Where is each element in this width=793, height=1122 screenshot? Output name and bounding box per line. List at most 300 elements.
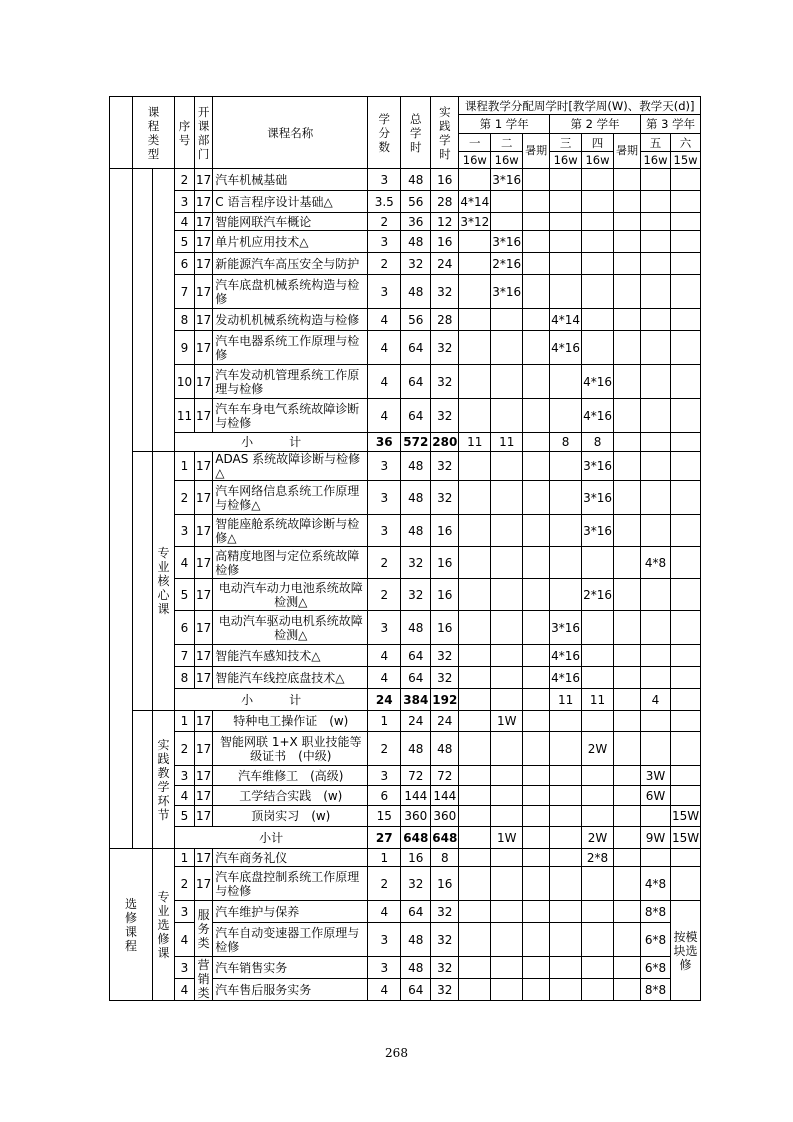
semester-hours-cell bbox=[550, 231, 582, 253]
semester-hours-cell bbox=[550, 515, 582, 547]
seq-cell: 2 bbox=[175, 867, 195, 901]
dept-cell: 17 bbox=[195, 515, 213, 547]
semester-hours-cell bbox=[613, 957, 640, 979]
course-name-cell: 汽车销售实务 bbox=[213, 957, 368, 979]
semester-hours-cell bbox=[523, 253, 550, 275]
semester-hours-cell bbox=[459, 275, 491, 309]
semester-hours-cell: 4*14 bbox=[550, 309, 582, 331]
practice-hours-cell: 8 bbox=[431, 849, 459, 867]
total-hours-cell: 64 bbox=[401, 667, 431, 689]
semester-hours-cell bbox=[670, 547, 700, 579]
seq-cell: 2 bbox=[175, 732, 195, 766]
header-summer1: 暑期 bbox=[523, 134, 550, 169]
semester-hours-cell bbox=[523, 786, 550, 806]
semester-hours-cell: 4*16 bbox=[582, 365, 614, 399]
semester-hours-cell bbox=[459, 849, 491, 867]
subtotal-credits: 24 bbox=[368, 689, 401, 711]
seq-cell: 4 bbox=[175, 547, 195, 579]
semester-hours-cell bbox=[459, 957, 491, 979]
total-hours-cell: 48 bbox=[401, 481, 431, 515]
semester-hours-cell: 8*8 bbox=[640, 979, 670, 1001]
semester-hours-cell bbox=[523, 979, 550, 1001]
course-name-cell: 汽车底盘机械系统构造与检修 bbox=[213, 275, 368, 309]
table-row bbox=[110, 579, 701, 611]
semester-hours-cell bbox=[670, 849, 700, 867]
group-blank-cell bbox=[133, 711, 153, 849]
semester-hours-cell bbox=[491, 191, 523, 213]
semester-hours-cell bbox=[613, 849, 640, 867]
semester-hours-cell: 3*16 bbox=[582, 481, 614, 515]
semester-hours-cell bbox=[550, 253, 582, 275]
semester-hours-cell bbox=[640, 481, 670, 515]
course-name-cell: 智能汽车线控底盘技术△ bbox=[213, 667, 368, 689]
course-name-cell: 发动机机械系统构造与检修 bbox=[213, 309, 368, 331]
subtotal-semester-cell bbox=[613, 433, 640, 452]
semester-hours-cell bbox=[670, 667, 700, 689]
page-number: 268 bbox=[385, 1046, 408, 1060]
table-row bbox=[110, 957, 701, 979]
seq-cell: 9 bbox=[175, 331, 195, 365]
practice-hours-cell: 16 bbox=[431, 169, 459, 191]
semester-hours-cell: 2*8 bbox=[582, 849, 614, 867]
header-sem6: 六 bbox=[670, 134, 700, 152]
header-total-hours: 总 学 时 bbox=[401, 97, 431, 169]
seq-cell: 1 bbox=[175, 849, 195, 867]
header-year3: 第 3 学年 bbox=[640, 115, 700, 134]
group-blank-cell bbox=[153, 169, 175, 452]
credits-cell: 4 bbox=[368, 309, 401, 331]
total-hours-cell: 64 bbox=[401, 901, 431, 923]
total-hours-cell: 48 bbox=[401, 732, 431, 766]
semester-hours-cell bbox=[491, 732, 523, 766]
credits-cell: 3 bbox=[368, 169, 401, 191]
credits-cell: 1 bbox=[368, 849, 401, 867]
seq-cell: 3 bbox=[175, 191, 195, 213]
subtotal-semester-cell bbox=[523, 689, 550, 711]
semester-hours-cell bbox=[613, 515, 640, 547]
semester-hours-cell bbox=[640, 611, 670, 645]
total-hours-cell: 72 bbox=[401, 766, 431, 786]
group-core-label: 专 业 核 心 课 bbox=[153, 452, 175, 711]
semester-hours-cell bbox=[523, 901, 550, 923]
semester-hours-cell: 6*8 bbox=[640, 957, 670, 979]
total-hours-cell: 32 bbox=[401, 579, 431, 611]
semester-hours-cell bbox=[582, 547, 614, 579]
semester-hours-cell bbox=[459, 169, 491, 191]
dept-cell: 17 bbox=[195, 547, 213, 579]
semester-hours-cell bbox=[670, 786, 700, 806]
credits-cell: 6 bbox=[368, 786, 401, 806]
practice-hours-cell: 32 bbox=[431, 331, 459, 365]
semester-hours-cell bbox=[550, 481, 582, 515]
semester-hours-cell bbox=[670, 645, 700, 667]
practice-hours-cell: 16 bbox=[431, 231, 459, 253]
seq-cell: 3 bbox=[175, 901, 195, 923]
semester-hours-cell bbox=[582, 275, 614, 309]
seq-cell: 2 bbox=[175, 481, 195, 515]
semester-hours-cell bbox=[640, 849, 670, 867]
curriculum-table bbox=[109, 96, 701, 1001]
table-row bbox=[110, 169, 701, 191]
semester-hours-cell bbox=[613, 732, 640, 766]
semester-hours-cell bbox=[523, 547, 550, 579]
seq-cell: 8 bbox=[175, 667, 195, 689]
semester-hours-cell bbox=[459, 867, 491, 901]
dept-cell: 17 bbox=[195, 667, 213, 689]
credits-cell: 3 bbox=[368, 275, 401, 309]
semester-hours-cell: 4*16 bbox=[550, 331, 582, 365]
semester-hours-cell bbox=[523, 806, 550, 827]
table-row bbox=[110, 611, 701, 645]
semester-hours-cell bbox=[613, 399, 640, 433]
semester-hours-cell bbox=[613, 711, 640, 732]
semester-hours-cell bbox=[613, 191, 640, 213]
semester-hours-cell bbox=[550, 766, 582, 786]
semester-hours-cell bbox=[550, 711, 582, 732]
semester-hours-cell bbox=[640, 275, 670, 309]
semester-hours-cell bbox=[459, 923, 491, 957]
practice-hours-cell: 28 bbox=[431, 191, 459, 213]
course-name-cell: 智能汽车感知技术△ bbox=[213, 645, 368, 667]
practice-hours-cell: 72 bbox=[431, 766, 459, 786]
subtotal-semester-cell bbox=[670, 689, 700, 711]
semester-hours-cell bbox=[523, 957, 550, 979]
semester-hours-cell bbox=[523, 579, 550, 611]
semester-hours-cell bbox=[491, 365, 523, 399]
subtotal-practice-hours: 280 bbox=[431, 433, 459, 452]
semester-hours-cell bbox=[550, 957, 582, 979]
table-row bbox=[110, 275, 701, 309]
seq-cell: 3 bbox=[175, 515, 195, 547]
course-name-cell: 单片机应用技术△ bbox=[213, 231, 368, 253]
seq-cell: 4 bbox=[175, 213, 195, 231]
semester-hours-cell bbox=[582, 979, 614, 1001]
semester-hours-cell bbox=[670, 365, 700, 399]
course-name-cell: 汽车机械基础 bbox=[213, 169, 368, 191]
semester-hours-cell bbox=[582, 309, 614, 331]
semester-hours-cell bbox=[670, 711, 700, 732]
dept-cell: 17 bbox=[195, 365, 213, 399]
subtotal-label: 小 计 bbox=[175, 689, 368, 711]
semester-hours-cell: 4*16 bbox=[550, 645, 582, 667]
semester-hours-cell bbox=[459, 579, 491, 611]
total-hours-cell: 56 bbox=[401, 191, 431, 213]
semester-hours-cell bbox=[670, 309, 700, 331]
table-row bbox=[110, 732, 701, 766]
header-weeks-sem5: 16w bbox=[640, 152, 670, 169]
semester-hours-cell bbox=[523, 275, 550, 309]
semester-hours-cell bbox=[459, 766, 491, 786]
credits-cell: 3 bbox=[368, 452, 401, 481]
semester-hours-cell bbox=[670, 867, 700, 901]
practice-hours-cell: 32 bbox=[431, 275, 459, 309]
credits-cell: 3 bbox=[368, 766, 401, 786]
semester-hours-cell bbox=[640, 169, 670, 191]
semester-hours-cell bbox=[582, 806, 614, 827]
semester-hours-cell bbox=[550, 275, 582, 309]
semester-hours-cell bbox=[523, 867, 550, 901]
semester-hours-cell: 15W bbox=[670, 806, 700, 827]
course-name-cell: 顶岗实习 (w) bbox=[213, 806, 368, 827]
semester-hours-cell bbox=[582, 331, 614, 365]
semester-hours-cell bbox=[670, 579, 700, 611]
semester-hours-cell bbox=[491, 901, 523, 923]
semester-hours-cell bbox=[640, 309, 670, 331]
semester-hours-cell bbox=[640, 645, 670, 667]
practice-hours-cell: 32 bbox=[431, 481, 459, 515]
semester-hours-cell bbox=[523, 611, 550, 645]
semester-hours-cell bbox=[459, 309, 491, 331]
semester-hours-cell bbox=[613, 452, 640, 481]
semester-hours-cell bbox=[613, 766, 640, 786]
semester-hours-cell bbox=[459, 901, 491, 923]
group-practice-label: 实 践 教 学 环 节 bbox=[153, 711, 175, 849]
group-blank-cell bbox=[133, 169, 153, 452]
module-elective-note: 按模 块选 修 bbox=[670, 901, 700, 1001]
semester-hours-cell bbox=[613, 275, 640, 309]
semester-hours-cell bbox=[550, 849, 582, 867]
dept-cell: 17 bbox=[195, 786, 213, 806]
semester-hours-cell bbox=[523, 309, 550, 331]
semester-hours-cell bbox=[550, 901, 582, 923]
semester-hours-cell: 2W bbox=[582, 732, 614, 766]
subtotal-semester-cell bbox=[613, 827, 640, 849]
semester-hours-cell bbox=[459, 331, 491, 365]
course-name-cell: 工学结合实践 (w) bbox=[213, 786, 368, 806]
semester-hours-cell bbox=[613, 365, 640, 399]
practice-hours-cell: 24 bbox=[431, 711, 459, 732]
semester-hours-cell bbox=[523, 365, 550, 399]
practice-hours-cell: 16 bbox=[431, 515, 459, 547]
course-name-cell: 智能网联 1+X 职业技能等级证书 (中级) bbox=[213, 732, 368, 766]
semester-hours-cell bbox=[613, 901, 640, 923]
credits-cell: 2 bbox=[368, 579, 401, 611]
course-name-cell: 汽车底盘控制系统工作原理与检修 bbox=[213, 867, 368, 901]
subtotal-semester-cell: 2W bbox=[582, 827, 614, 849]
course-name-cell: 汽车发动机管理系统工作原理与检修 bbox=[213, 365, 368, 399]
semester-hours-cell bbox=[491, 213, 523, 231]
subtotal-label: 小 计 bbox=[175, 433, 368, 452]
semester-hours-cell bbox=[670, 191, 700, 213]
credits-cell: 4 bbox=[368, 645, 401, 667]
seq-cell: 5 bbox=[175, 806, 195, 827]
semester-hours-cell: 2*16 bbox=[491, 253, 523, 275]
dept-cell: 17 bbox=[195, 867, 213, 901]
practice-hours-cell: 12 bbox=[431, 213, 459, 231]
total-hours-cell: 144 bbox=[401, 786, 431, 806]
semester-hours-cell bbox=[613, 547, 640, 579]
seq-cell: 10 bbox=[175, 365, 195, 399]
semester-hours-cell bbox=[550, 191, 582, 213]
course-name-cell: 特种电工操作证 (w) bbox=[213, 711, 368, 732]
subtotal-semester-cell bbox=[670, 433, 700, 452]
subtotal-semester-cell bbox=[491, 689, 523, 711]
semester-hours-cell bbox=[582, 786, 614, 806]
total-hours-cell: 48 bbox=[401, 957, 431, 979]
semester-hours-cell bbox=[613, 645, 640, 667]
table-row bbox=[110, 689, 701, 711]
dept-cell: 17 bbox=[195, 169, 213, 191]
header-summer2: 暑期 bbox=[613, 134, 640, 169]
table-row bbox=[110, 827, 701, 849]
subtotal-semester-cell bbox=[459, 827, 491, 849]
subtotal-semester-cell: 11 bbox=[550, 689, 582, 711]
subtotal-semester-cell bbox=[640, 433, 670, 452]
semester-hours-cell: 6*8 bbox=[640, 923, 670, 957]
semester-hours-cell bbox=[550, 732, 582, 766]
semester-hours-cell: 6W bbox=[640, 786, 670, 806]
practice-hours-cell: 32 bbox=[431, 923, 459, 957]
semester-hours-cell bbox=[491, 452, 523, 481]
practice-hours-cell: 24 bbox=[431, 253, 459, 275]
credits-cell: 2 bbox=[368, 732, 401, 766]
semester-hours-cell bbox=[582, 213, 614, 231]
header-blank-cell bbox=[110, 97, 133, 115]
table-row bbox=[110, 515, 701, 547]
total-hours-cell: 32 bbox=[401, 867, 431, 901]
header-course-type: 课 程 类 型 bbox=[133, 97, 175, 169]
semester-hours-cell bbox=[550, 169, 582, 191]
semester-hours-cell bbox=[640, 515, 670, 547]
semester-hours-cell bbox=[550, 579, 582, 611]
semester-hours-cell bbox=[523, 213, 550, 231]
table-row bbox=[110, 547, 701, 579]
semester-hours-cell bbox=[613, 786, 640, 806]
semester-hours-cell: 3*16 bbox=[491, 231, 523, 253]
semester-hours-cell: 4*8 bbox=[640, 867, 670, 901]
semester-hours-cell bbox=[491, 515, 523, 547]
dept-cell: 17 bbox=[195, 481, 213, 515]
seq-cell: 6 bbox=[175, 611, 195, 645]
seq-cell: 1 bbox=[175, 452, 195, 481]
semester-hours-cell bbox=[582, 611, 614, 645]
semester-hours-cell bbox=[523, 667, 550, 689]
table-row bbox=[110, 433, 701, 452]
semester-hours-cell: 1W bbox=[491, 711, 523, 732]
header-allocation: 课程教学分配周学时[教学周(W)、教学天(d)] bbox=[459, 97, 701, 115]
table-row bbox=[110, 309, 701, 331]
dept-cell: 17 bbox=[195, 231, 213, 253]
credits-cell: 4 bbox=[368, 667, 401, 689]
semester-hours-cell bbox=[550, 923, 582, 957]
semester-hours-cell bbox=[582, 667, 614, 689]
total-hours-cell: 64 bbox=[401, 331, 431, 365]
semester-hours-cell bbox=[613, 213, 640, 231]
total-hours-cell: 48 bbox=[401, 515, 431, 547]
semester-hours-cell: 3*16 bbox=[582, 452, 614, 481]
semester-hours-cell bbox=[613, 481, 640, 515]
semester-hours-cell bbox=[670, 231, 700, 253]
credits-cell: 3 bbox=[368, 923, 401, 957]
header-weeks-sem6: 15w bbox=[670, 152, 700, 169]
group-blank-cell bbox=[110, 169, 133, 849]
semester-hours-cell bbox=[640, 213, 670, 231]
header-credits: 学 分 数 bbox=[368, 97, 401, 169]
semester-hours-cell bbox=[523, 732, 550, 766]
semester-hours-cell bbox=[523, 231, 550, 253]
subtotal-semester-cell bbox=[523, 827, 550, 849]
semester-hours-cell bbox=[459, 611, 491, 645]
semester-hours-cell bbox=[613, 231, 640, 253]
header-blank-cell bbox=[110, 115, 133, 134]
seq-cell: 4 bbox=[175, 979, 195, 1001]
group-elective-sub-label: 专 业 选 修 课 bbox=[153, 849, 175, 1001]
semester-hours-cell bbox=[523, 515, 550, 547]
subtotal-semester-cell bbox=[613, 689, 640, 711]
table-row bbox=[110, 867, 701, 901]
subtotal-semester-cell: 9W bbox=[640, 827, 670, 849]
subtotal-semester-cell: 15W bbox=[670, 827, 700, 849]
course-name-cell: 汽车网络信息系统工作原理与检修△ bbox=[213, 481, 368, 515]
semester-hours-cell bbox=[459, 732, 491, 766]
dept-cell: 17 bbox=[195, 645, 213, 667]
semester-hours-cell bbox=[550, 867, 582, 901]
course-name-cell: 汽车自动变速器工作原理与检修 bbox=[213, 923, 368, 957]
semester-hours-cell bbox=[523, 331, 550, 365]
header-dept: 开 课 部 门 bbox=[195, 97, 213, 169]
course-name-cell: ADAS 系统故障诊断与检修△ bbox=[213, 452, 368, 481]
subtotal-label: 小计 bbox=[175, 827, 368, 849]
semester-hours-cell bbox=[670, 253, 700, 275]
table-row bbox=[110, 667, 701, 689]
course-name-cell: C 语言程序设计基础△ bbox=[213, 191, 368, 213]
semester-hours-cell bbox=[523, 169, 550, 191]
semester-hours-cell bbox=[582, 766, 614, 786]
semester-hours-cell bbox=[640, 732, 670, 766]
table-row bbox=[110, 231, 701, 253]
header-seq: 序 号 bbox=[175, 97, 195, 169]
semester-hours-cell bbox=[550, 979, 582, 1001]
semester-hours-cell bbox=[523, 481, 550, 515]
group-elective-label: 选 修 课 程 bbox=[110, 849, 153, 1001]
subtotal-credits: 36 bbox=[368, 433, 401, 452]
semester-hours-cell bbox=[613, 253, 640, 275]
total-hours-cell: 48 bbox=[401, 611, 431, 645]
table-row bbox=[110, 766, 701, 786]
header-weeks-sem3: 16w bbox=[550, 152, 582, 169]
credits-cell: 3 bbox=[368, 515, 401, 547]
semester-hours-cell bbox=[613, 979, 640, 1001]
dept-cell: 17 bbox=[196, 850, 212, 865]
subtotal-semester-cell: 11 bbox=[491, 433, 523, 452]
semester-hours-cell: 4*8 bbox=[640, 547, 670, 579]
semester-hours-cell bbox=[523, 766, 550, 786]
dept-cell: 17 bbox=[195, 806, 213, 827]
credits-cell: 3 bbox=[368, 957, 401, 979]
semester-hours-cell bbox=[613, 169, 640, 191]
header-weeks-sem4: 16w bbox=[582, 152, 614, 169]
subtotal-semester-cell: 8 bbox=[582, 433, 614, 452]
seq-cell: 4 bbox=[175, 786, 195, 806]
course-name-cell: 汽车车身电气系统故障诊断与检修 bbox=[213, 399, 368, 433]
seq-cell: 1 bbox=[175, 711, 195, 732]
subtotal-semester-cell bbox=[523, 433, 550, 452]
seq-cell: 8 bbox=[175, 309, 195, 331]
credits-cell: 2 bbox=[368, 867, 401, 901]
semester-hours-cell bbox=[613, 611, 640, 645]
semester-hours-cell bbox=[491, 399, 523, 433]
semester-hours-cell bbox=[640, 399, 670, 433]
semester-hours-cell bbox=[670, 452, 700, 481]
semester-hours-cell bbox=[459, 481, 491, 515]
semester-hours-cell bbox=[459, 547, 491, 579]
table-row bbox=[110, 711, 701, 732]
subtotal-semester-cell: 8 bbox=[550, 433, 582, 452]
table-row bbox=[110, 452, 701, 481]
seq-cell: 5 bbox=[175, 231, 195, 253]
total-hours-cell: 360 bbox=[401, 806, 431, 827]
header-sem5: 五 bbox=[640, 134, 670, 152]
